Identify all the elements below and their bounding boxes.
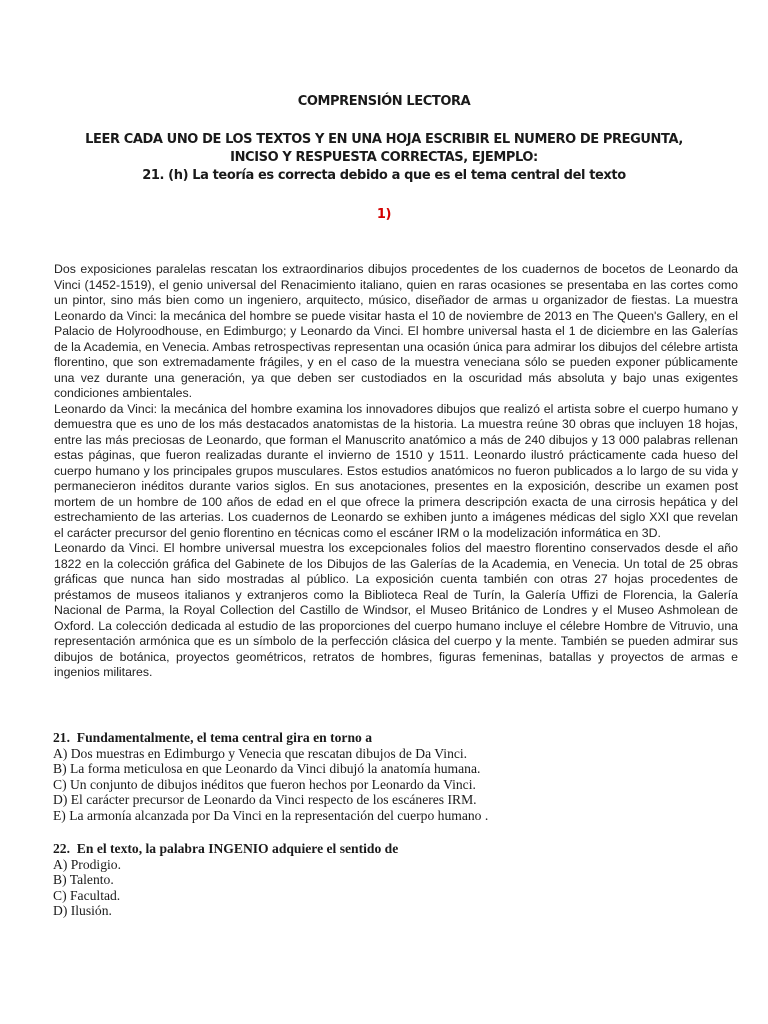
instructions xyxy=(60,131,708,185)
answer-option: B) La forma meticulosa en que Leonardo da Vinci dibujó la anatomía humana. xyxy=(53,761,481,777)
question-heading: 21. Fundamentalmente, el tema central gira en torno a xyxy=(53,730,373,745)
question-21 xyxy=(53,730,743,824)
answer-option: D) El carácter precursor de Leonardo da Vinci respecto de los escáneres IRM. xyxy=(53,792,477,808)
question-22 xyxy=(53,841,743,919)
answer-option: A) Dos muestras en Edimburgo y Venecia que rescatan dibujos de Da Vinci. xyxy=(53,745,468,761)
passage-paragraph: Dos exposiciones paralelas rescatan los extraordinarios dibujos procedentes de los cuadernos de bocetos de Leonardo da Vinci (1452-1519), el genio universal del Renacimiento italiano, quien en raras ocasiones se presentaba en las cortes como un pintor, sino más bien como un ingeniero, arquitecto, músico, diseñador de armas u organizador de fiestas. La muestra Leonardo da Vinci: la mecánica del hombre se puede visitar hasta el 10 de noviembre de 2013 en The Queen's Gallery, en el Palacio de Holyroodhouse, en Edimburgo; y Leonardo da Vinci. El hombre universal hasta el 1 de diciembre en las Galerías de la Academia, en Venecia. Ambas retrospectivas representan una ocasión única para admirar los dibujos del célebre artista florentino, que son extremadamente frágiles, y en el caso de la muestra veneciana sólo se pueden exponer públicamente una vez durante una generación, ya que deben ser custodiados en la oscuridad más absoluta y bajo unas exigentes condiciones ambientales. xyxy=(54,262,738,400)
page-title: COMPRENSIÓN LECTORA xyxy=(297,94,471,109)
passage-paragraph: Leonardo da Vinci: la mecánica del hombre examina los innovadores dibujos que realizó el artista sobre el cuerpo humano y demuestra que es uno de los más destacados anatomistas de la historia. La muestra reúne 30 obras que incluyen 18 hojas, entre las más preciosas de Leonardo, que forman el Manuscrito anatómico a más de 240 dibujos y 13 000 palabras rellenan estas páginas, que fueron realizadas durante el invierno de 1510 y 1511. Leonardo ilustró prácticamente cada hueso del cuerpo humano y los principales grupos musculares. Estos estudios anatómicos no fueron publicados a lo largo de su vida y permanecieron inéditos durante varios siglos. En sus anotaciones, presentes en la exposición, describe un examen post mortem de un hombre de 100 años de edad en el que ofrece la primera descripción exacta de una cirrosis hepática y del estrechamiento de las arterias. Los cuadernos de Leonardo se exhiben junto a imágenes médicas del siglo XXI que revelan el carácter precursor del genio florentino en técnicas como el escáner IRM o la modelización informática en 3D. xyxy=(54,401,738,540)
text-number-marker: 1) xyxy=(376,207,392,222)
answer-option: C) Un conjunto de dibujos inéditos que fueron hechos por Leonardo da Vinci. xyxy=(53,776,476,792)
instruction-example: 21. (h) La teoría es correcta debido a que es el tema central del texto xyxy=(142,168,626,183)
answer-option: B) Talento. xyxy=(53,872,114,888)
reading-passage xyxy=(54,262,738,681)
instruction-line: INCISO Y RESPUESTA CORRECTAS, EJEMPLO: xyxy=(230,150,538,165)
passage-paragraph: Leonardo da Vinci. El hombre universal muestra los excepcionales folios del maestro florentino conservados desde el año 1822 en la colección gráfica del Gabinete de los Dibujos de las Galerías de la Academia, en Venecia. Un total de 25 obras gráficas que nunca han sido mostradas al público. La exposición cuenta también con otras 27 hojas procedentes de préstamos de museos italianos y extranjeros como la Biblioteca Real de Turín, la Galería Uffizi de Florencia, la Galería Nacional de Parma, la Royal Collection del Castillo de Windsor, el Museo Británico de Londres y el Museo Ashmolean de Oxford. La colección dedicada al estudio de las proporciones del cuerpo humano incluye el célebre Hombre de Vitruvio, una representación armónica que es un símbolo de la perfección clásica del cuerpo y la mente. También se pueden admirar sus dibujos de botánica, proyectos geométricos, retratos de hombres, figuras femeninas, batallas y proyectos de armas e ingenios militares. xyxy=(54,541,738,679)
instruction-line: LEER CADA UNO DE LOS TEXTOS Y EN UNA HOJA ESCRIBIR EL NUMERO DE PREGUNTA, xyxy=(85,132,683,147)
answer-option: C) Facultad. xyxy=(53,887,121,903)
answer-option: A) Prodigio. xyxy=(53,856,121,872)
answer-option: D) Ilusión. xyxy=(53,903,112,919)
question-heading: 22. En el texto, la palabra INGENIO adquiere el sentido de xyxy=(53,841,399,856)
answer-option: E) La armonía alcanzada por Da Vinci en la representación del cuerpo humano . xyxy=(53,807,489,823)
